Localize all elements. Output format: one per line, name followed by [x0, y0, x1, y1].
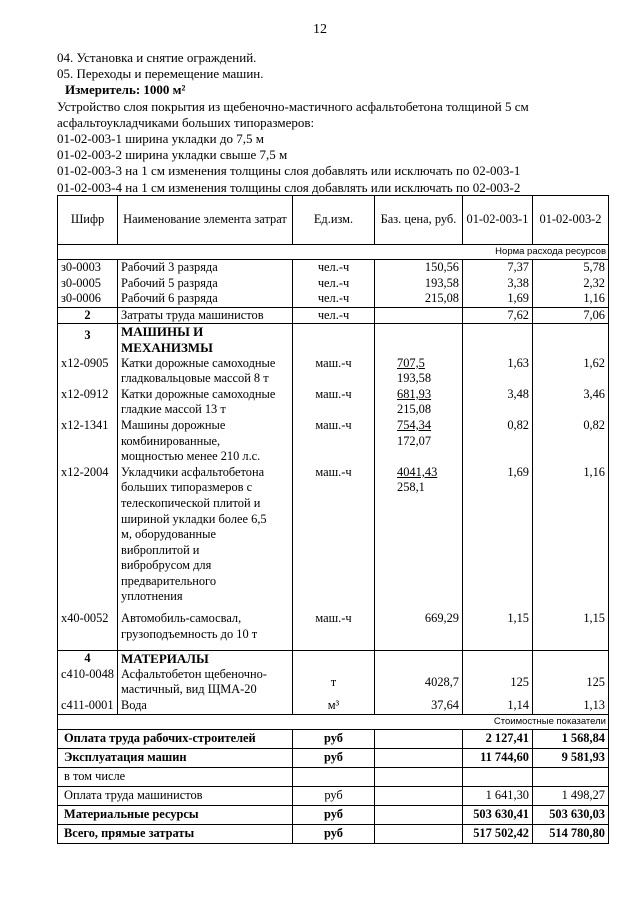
row-value-2: 1,62: [533, 356, 609, 387]
row-name: [118, 465, 293, 611]
table-row: [58, 356, 609, 387]
total-value-1: 1 641,30: [463, 786, 533, 805]
row-value-2: 1,16: [533, 465, 609, 611]
name-line: уплотнения: [121, 589, 183, 604]
name-line: Асфальтобетон щебеночно-: [121, 666, 267, 681]
row-name: [118, 611, 293, 651]
section-machines-row: [58, 324, 609, 356]
total-empty: [375, 786, 463, 805]
total-unit: руб: [293, 748, 375, 767]
price-secondary: 215,08: [397, 402, 432, 417]
name-line: грузоподъемность до 10 т: [121, 626, 258, 641]
total-value-2: 1 498,27: [533, 786, 609, 805]
section-number: 4: [58, 651, 118, 667]
section-title-line: МАШИНЫ И: [121, 324, 204, 340]
row-price: 4028,7: [375, 667, 463, 698]
row-value-1: 1,14: [463, 698, 533, 714]
row-unit: чел.-ч: [293, 291, 375, 307]
resource-table: [57, 195, 609, 844]
row-value-2: 125: [533, 667, 609, 698]
total-value-1: 2 127,41: [463, 729, 533, 748]
total-empty: [375, 805, 463, 824]
row-price: [375, 307, 463, 324]
row-value-1: 125: [463, 667, 533, 698]
total-unit: [293, 767, 375, 786]
name-line: вибробрусом для: [121, 558, 212, 573]
empty-cell: [293, 324, 375, 356]
empty-cell: [375, 324, 463, 356]
empty-cell: [293, 651, 375, 667]
description-line-1: Устройство слоя покрытия из щебеночно-мастичного асфальтобетона толщиной 5 см: [57, 98, 529, 114]
header-name: Наименование элемента затрат: [118, 196, 293, 245]
section-materials-row: [58, 651, 609, 667]
name-line: предварительного: [121, 573, 217, 588]
row-code: х12-0905: [58, 356, 118, 387]
row-unit: чел.-ч: [293, 260, 375, 276]
measure-unit: Измеритель: 1000 м²: [65, 82, 186, 98]
name-line: комбинированные,: [121, 433, 221, 448]
row-value-1: 1,69: [463, 291, 533, 307]
table-row: [58, 698, 609, 714]
empty-cell: [463, 651, 533, 667]
row-value-2: 1,15: [533, 611, 609, 651]
section-title: [118, 324, 293, 356]
name-line: Катки дорожные самоходные: [121, 386, 276, 401]
total-unit: руб: [293, 805, 375, 824]
name-line: шириной укладки более 6,5: [121, 511, 267, 526]
table-row: [58, 387, 609, 418]
row-unit: маш.-ч: [293, 465, 375, 611]
name-line: больших типоразмеров с: [121, 480, 253, 495]
row-code: с411-0001: [58, 698, 118, 714]
row-value-2: 1,16: [533, 291, 609, 307]
section-title-line: МЕХАНИЗМЫ: [121, 339, 213, 355]
row-value-2: 5,78: [533, 260, 609, 276]
row-price: 193,58: [375, 276, 463, 292]
name-line: м, оборудованные: [121, 527, 216, 542]
row-value-1: 7,37: [463, 260, 533, 276]
row-code: х40-0052: [58, 611, 118, 651]
table-header-row: [58, 196, 609, 245]
name-line: виброплитой и: [121, 542, 200, 557]
total-label: Материальные ресурсы: [58, 805, 293, 824]
header-col-2: 01-02-003-2: [533, 196, 609, 245]
section-title: МАТЕРИАЛЫ: [118, 651, 293, 667]
total-empty: [375, 729, 463, 748]
empty-cell: [533, 651, 609, 667]
header-unit: Ед.изм.: [293, 196, 375, 245]
total-label: в том числе: [58, 767, 293, 786]
total-row: [58, 767, 609, 786]
row-value-2: 2,32: [533, 276, 609, 292]
name-line: Машины дорожные: [121, 417, 226, 432]
row-price: 37,64: [375, 698, 463, 714]
total-label: Оплата труда машинистов: [58, 786, 293, 805]
note-resources-row: [58, 245, 609, 260]
row-name: Затраты труда машинистов: [118, 307, 293, 324]
row-code: 2: [58, 307, 118, 324]
price-secondary: 258,1: [397, 480, 425, 495]
header-price: Баз. цена, руб.: [375, 196, 463, 245]
price-value: 754,34: [397, 417, 432, 432]
note-resources: Норма расхода ресурсов: [58, 245, 609, 260]
price-secondary: 172,07: [397, 433, 432, 448]
intro-line-1: 04. Установка и снятие ограждений.: [57, 50, 257, 65]
row-name: [118, 387, 293, 418]
name-line: Автомобиль-самосвал,: [121, 611, 242, 626]
row-value-1: 0,82: [463, 418, 533, 465]
intro-line-2: 05. Переходы и перемещение машин.: [57, 66, 264, 82]
total-label: Эксплуатация машин: [58, 748, 293, 767]
section-number: [58, 324, 118, 356]
row-price: [375, 465, 463, 611]
row-value-1: 1,63: [463, 356, 533, 387]
row-code: з0-0006: [58, 291, 118, 307]
total-value-2: 514 780,80: [533, 824, 609, 843]
code-line-2: 01-02-003-2 ширина укладки свыше 7,5 м: [57, 147, 288, 163]
row-value-2: 0,82: [533, 418, 609, 465]
row-value-1: 1,69: [463, 465, 533, 611]
total-row: [58, 786, 609, 805]
row-code: х12-1341: [58, 418, 118, 465]
total-empty: [375, 824, 463, 843]
row-unit: маш.-ч: [293, 387, 375, 418]
total-value-1: 503 630,41: [463, 805, 533, 824]
row-unit: т: [293, 667, 375, 698]
name-line: Катки дорожные самоходные: [121, 355, 276, 370]
name-line: мощностью менее 210 л.с.: [121, 449, 261, 464]
name-line: гладкие массой 13 т: [121, 402, 226, 417]
table-row: [58, 291, 609, 307]
total-value-1: 11 744,60: [463, 748, 533, 767]
name-line: телескопической плитой и: [121, 495, 261, 510]
row-price: [375, 356, 463, 387]
name-line: Вода: [121, 698, 147, 713]
total-value-1: 517 502,42: [463, 824, 533, 843]
row-price: [375, 387, 463, 418]
description-line-2: асфальтоукладчиками больших типоразмеров:: [57, 114, 315, 130]
row-price: 150,56: [375, 260, 463, 276]
table-row: [58, 260, 609, 276]
total-value-2: 503 630,03: [533, 805, 609, 824]
row-value-1: 3,38: [463, 276, 533, 292]
total-value-2: 9 581,93: [533, 748, 609, 767]
total-value-2: [533, 767, 609, 786]
header-col-1: 01-02-003-1: [463, 196, 533, 245]
total-empty: [375, 748, 463, 767]
row-name: Рабочий 5 разряда: [118, 276, 293, 292]
row-value-1: 3,48: [463, 387, 533, 418]
total-unit: руб: [293, 824, 375, 843]
row-code: з0-0003: [58, 260, 118, 276]
total-row: [58, 805, 609, 824]
row-code: х12-0912: [58, 387, 118, 418]
empty-cell: [533, 324, 609, 356]
total-row: [58, 729, 609, 748]
row-value-1: 7,62: [463, 307, 533, 324]
row-unit: маш.-ч: [293, 611, 375, 651]
note-costs: Стоимостные показатели: [58, 714, 609, 729]
name-line: гладковальцовые массой 8 т: [121, 371, 269, 386]
empty-cell: [463, 324, 533, 356]
header-code: Шифр: [58, 196, 118, 245]
page-number: 12: [313, 22, 327, 37]
empty-cell: [375, 651, 463, 667]
table-row: [58, 667, 609, 698]
total-value-1: [463, 767, 533, 786]
intro-block: [57, 50, 617, 196]
row-code: с410-0048: [58, 667, 118, 698]
price-value: 681,93: [397, 386, 432, 401]
row-name: Рабочий 6 разряда: [118, 291, 293, 307]
row-unit: м³: [293, 698, 375, 714]
row-name: [118, 698, 293, 714]
row-name: [118, 356, 293, 387]
total-row: [58, 824, 609, 843]
code-line-1: 01-02-003-1 ширина укладки до 7,5 м: [57, 131, 264, 147]
row-code: х12-2004: [58, 465, 118, 611]
total-row: [58, 748, 609, 767]
row-price: [375, 418, 463, 465]
row-value-2: 3,46: [533, 387, 609, 418]
price-value: 4041,43: [397, 464, 438, 479]
price-value: 669,29: [424, 611, 459, 626]
total-unit: руб: [293, 786, 375, 805]
total-label: Всего, прямые затраты: [58, 824, 293, 843]
table-row: [58, 465, 609, 611]
total-value-2: 1 568,84: [533, 729, 609, 748]
row-price: [375, 611, 463, 651]
row-value-2: 1,13: [533, 698, 609, 714]
row-price: 215,08: [375, 291, 463, 307]
row-code: з0-0005: [58, 276, 118, 292]
row-unit: чел.-ч: [293, 276, 375, 292]
total-empty: [375, 767, 463, 786]
table-row: [58, 418, 609, 465]
code-line-4: 01-02-003-4 на 1 см изменения толщины слоя добавлять или исключать по 02-003-2: [57, 179, 521, 195]
row-name: Рабочий 3 разряда: [118, 260, 293, 276]
total-label: Оплата труда рабочих-строителей: [58, 729, 293, 748]
price-value: 707,5: [397, 355, 425, 370]
price-secondary: 193,58: [397, 371, 432, 386]
row-unit: чел.-ч: [293, 307, 375, 324]
row-value-2: 7,06: [533, 307, 609, 324]
labor-row: [58, 307, 609, 324]
total-unit: руб: [293, 729, 375, 748]
row-name: [118, 418, 293, 465]
row-value-1: 1,15: [463, 611, 533, 651]
table-row: [58, 276, 609, 292]
note-costs-row: [58, 714, 609, 729]
row-name: [118, 667, 293, 698]
section-number-text: 3: [84, 328, 91, 343]
table-row: [58, 611, 609, 651]
name-line: мастичный, вид ЩМА-20: [121, 682, 257, 697]
name-line: Укладчики асфальтобетона: [121, 464, 265, 479]
code-line-3: 01-02-003-3 на 1 см изменения толщины слоя добавлять или исключать по 02-003-1: [57, 163, 521, 179]
row-unit: маш.-ч: [293, 418, 375, 465]
row-unit: маш.-ч: [293, 356, 375, 387]
